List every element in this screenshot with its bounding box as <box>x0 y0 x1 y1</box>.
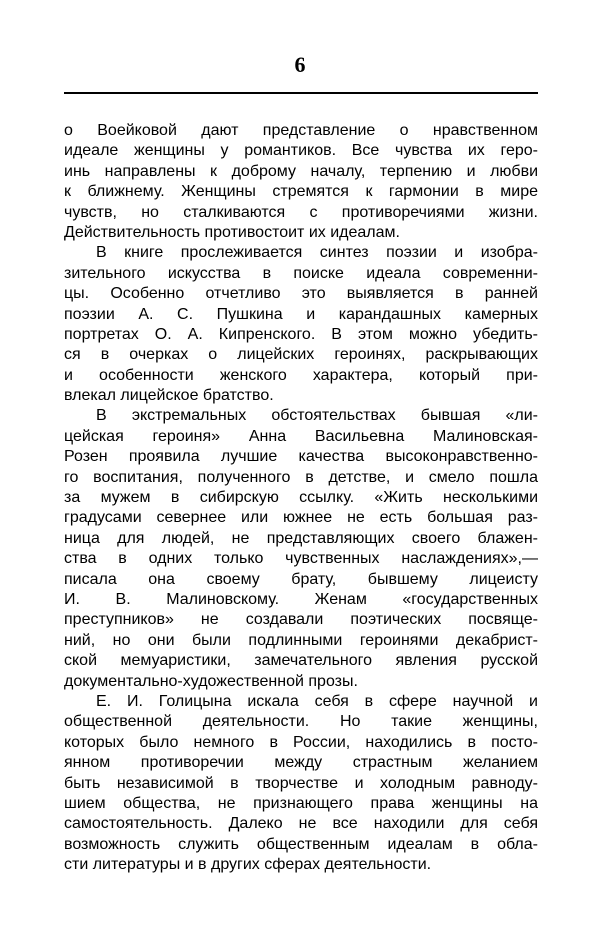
text-line: зительного искусства в поиске идеала современни- <box>64 264 538 282</box>
text-line: Е. И. Голицына искала себя в сфере научной и <box>96 692 538 710</box>
text-line: градусами севернее или южнее не есть большая раз- <box>64 509 538 527</box>
text-line: И. В. Малиновскому. Женам «государственных <box>64 590 538 608</box>
text-line: самостоятельность. Далеко не все находили для себя <box>64 815 538 833</box>
text-line: поэзии А. С. Пушкина и карандашных камерных <box>64 305 538 323</box>
paragraph-1 <box>64 121 538 243</box>
text-line: портретах О. А. Кипренского. В этом можно убедить- <box>64 325 538 343</box>
text-line: чувств, но сталкиваются с противоречиями жизни. <box>64 203 538 221</box>
text-line: Действительность противостоит их идеалам. <box>64 223 400 241</box>
text-line: и особенности женского характера, который при- <box>64 366 538 384</box>
text-line: общественной деятельности. Но такие женщины, <box>64 713 538 731</box>
text-line: к ближнему. Женщины стремятся к гармонии в мире <box>64 183 538 201</box>
text-line: идеале женщины у романтиков. Все чувства их геро- <box>64 142 538 160</box>
paragraph-4 <box>64 692 538 876</box>
text-line: сти литературы и в других сферах деятельности. <box>64 856 432 874</box>
body-text <box>64 121 538 875</box>
paragraph-3 <box>64 406 538 691</box>
text-line: о Воейковой дают представление о нравственном <box>64 122 538 139</box>
text-line: преступников» не создавали поэтических посвяще- <box>64 611 538 629</box>
text-line: возможность служить общественным идеалам в обла- <box>64 835 538 853</box>
text-line: Розен проявила лучшие качества высоконравственно- <box>64 448 538 466</box>
text-line: янном противоречии между страстным желанием <box>64 754 538 772</box>
text-line: ся в очерках о лицейских героинях, раскрывающих <box>64 346 538 364</box>
page-number: 6 <box>294 52 306 77</box>
paragraph-2 <box>64 243 538 406</box>
text-line: писала она своему брату, бывшему лицеисту <box>64 570 538 588</box>
header-rule <box>64 92 538 94</box>
text-line: ства в одних только чувственных наслаждениях»,— <box>64 550 538 568</box>
text-line: ница для людей, не представляющих своего блажен- <box>64 529 538 547</box>
text-line: которых было немного в России, находились в посто- <box>64 733 538 751</box>
text-line: В книге прослеживается синтез поэзии и изобра- <box>96 244 538 262</box>
text-line: ской мемуаристики, замечательного явления русской <box>64 652 538 670</box>
text-line: влекал лицейское братство. <box>64 387 274 405</box>
text-line: документально-художественной прозы. <box>64 672 358 690</box>
text-line: ний, но они были подлинными героинями декабрист- <box>64 631 538 649</box>
text-line: шием общества, не признающего права женщины на <box>64 794 538 812</box>
text-line: го воспитания, полученного в детстве, и смело пошла <box>64 468 538 486</box>
text-line: быть независимой в творчестве и холодным равноду- <box>64 774 538 792</box>
text-line: инь направлены к доброму началу, терпению и любви <box>64 162 538 180</box>
text-line: цы. Особенно отчетливо это выявляется в ранней <box>64 285 538 303</box>
text-line: цейская героиня» Анна Васильевна Малиновская- <box>64 427 538 445</box>
text-line: за мужем в сибирскую ссылку. «Жить несколькими <box>64 489 538 507</box>
text-line: В экстремальных обстоятельствах бывшая «ли- <box>96 407 538 425</box>
